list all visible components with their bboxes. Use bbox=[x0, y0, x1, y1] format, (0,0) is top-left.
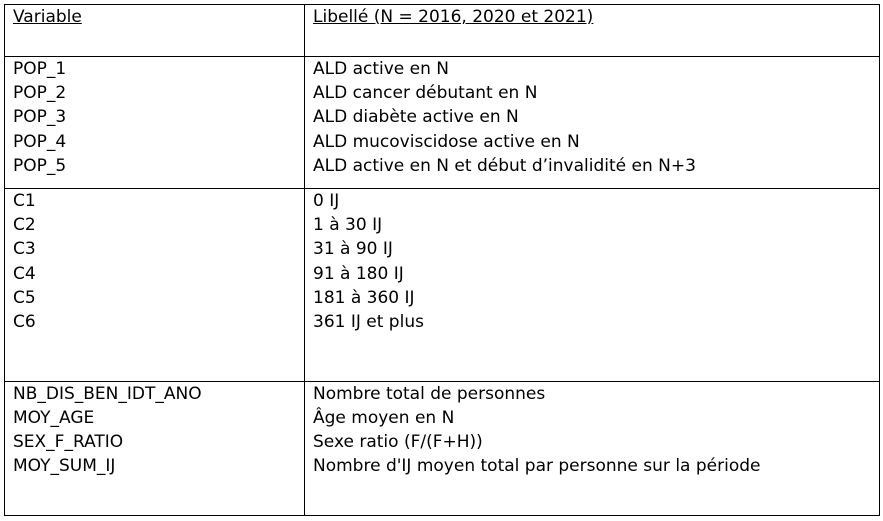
header-libelle: Libellé (N = 2016, 2020 et 2021) bbox=[313, 7, 594, 27]
codes-cell bbox=[5, 189, 305, 382]
variable-code: C4 bbox=[13, 263, 36, 284]
labels-cell bbox=[305, 56, 880, 188]
group-ij-classes bbox=[5, 189, 880, 382]
variable-code: POP_5 bbox=[13, 155, 67, 176]
variable-code: C1 bbox=[13, 191, 36, 212]
header-libelle-cell bbox=[305, 5, 880, 57]
variable-label: ALD diabète active en N bbox=[313, 107, 519, 128]
header-variable: Variable bbox=[13, 7, 82, 27]
variable-code: MOY_SUM_IJ bbox=[13, 456, 116, 477]
variable-code: C6 bbox=[13, 312, 36, 333]
group-population bbox=[5, 56, 880, 188]
variable-label: ALD cancer débutant en N bbox=[313, 83, 538, 104]
variable-label: ALD active en N et début d’invalidité en N+3 bbox=[313, 155, 696, 176]
variable-label: Sexe ratio (F/(F+H)) bbox=[313, 432, 483, 453]
variable-label: 91 à 180 IJ bbox=[313, 263, 404, 284]
codes-cell bbox=[5, 56, 305, 188]
header-variable-cell bbox=[5, 5, 305, 57]
variable-label: 31 à 90 IJ bbox=[313, 239, 393, 260]
labels-cell bbox=[305, 189, 880, 382]
variable-label: ALD mucoviscidose active en N bbox=[313, 131, 580, 152]
variable-code: C3 bbox=[13, 239, 36, 260]
codes-cell bbox=[5, 381, 305, 515]
variable-label: 181 à 360 IJ bbox=[313, 287, 415, 308]
labels-cell bbox=[305, 381, 880, 515]
variable-code: POP_1 bbox=[13, 58, 67, 79]
variable-code: C5 bbox=[13, 287, 36, 308]
variable-code: POP_3 bbox=[13, 107, 67, 128]
variable-label: Nombre d'IJ moyen total par personne sur la période bbox=[313, 456, 761, 477]
variables-table bbox=[4, 4, 880, 516]
variable-label: Nombre total de personnes bbox=[313, 383, 546, 404]
group-statistics bbox=[5, 381, 880, 515]
variable-label: Âge moyen en N bbox=[313, 407, 455, 428]
variable-label: ALD active en N bbox=[313, 58, 450, 79]
variable-code: NB_DIS_BEN_IDT_ANO bbox=[13, 383, 202, 404]
variable-code: MOY_AGE bbox=[13, 407, 95, 428]
variable-code: C2 bbox=[13, 215, 36, 236]
variable-label: 0 IJ bbox=[313, 191, 340, 212]
variable-code: SEX_F_RATIO bbox=[13, 432, 124, 453]
variable-code: POP_2 bbox=[13, 83, 67, 104]
variable-label: 361 IJ et plus bbox=[313, 312, 424, 333]
variable-code: POP_4 bbox=[13, 131, 67, 152]
variable-label: 1 à 30 IJ bbox=[313, 215, 383, 236]
header-row bbox=[5, 5, 880, 57]
